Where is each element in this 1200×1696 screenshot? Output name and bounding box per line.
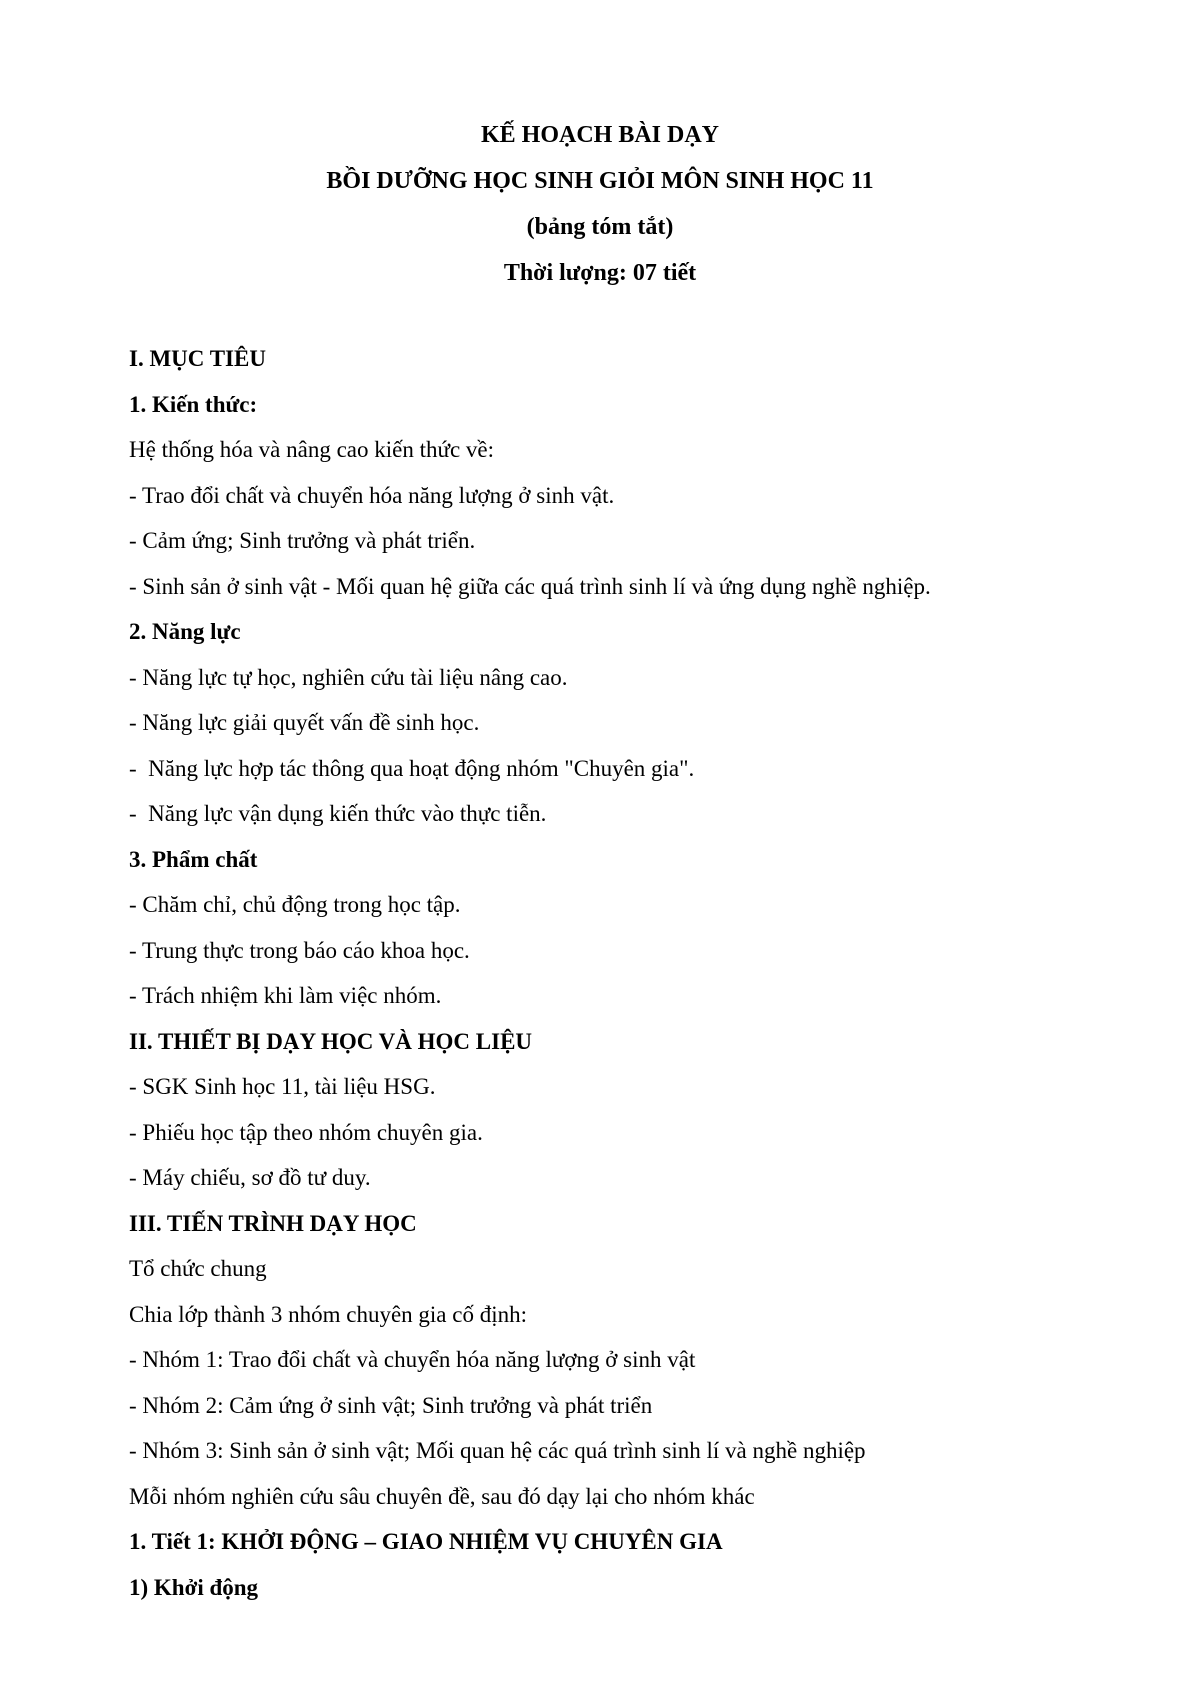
section-heading: III. TIẾN TRÌNH DẠY HỌC — [129, 1210, 417, 1236]
list-item: - Nhóm 2: Cảm ứng ở sinh vật; Sinh trưởng và phát triển — [129, 1392, 653, 1418]
list-item: - Trách nhiệm khi làm việc nhóm. — [129, 983, 442, 1008]
list-item: - Trung thực trong báo cáo khoa học. — [129, 937, 470, 963]
section-heading: II. THIẾT BỊ DẠY HỌC VÀ HỌC LIỆU — [129, 1028, 533, 1054]
subsection-heading: 2. Năng lực — [129, 619, 241, 644]
document-duration: Thời lượng: 07 tiết — [503, 260, 697, 286]
document-title: KẾ HOẠCH BÀI DẠY — [480, 122, 720, 148]
list-item: - Nhóm 1: Trao đổi chất và chuyển hóa năng lượng ở sinh vật — [129, 1347, 696, 1372]
subsection-heading: 1. Tiết 1: KHỞI ĐỘNG – GIAO NHIỆM VỤ CHUYÊN GIA — [129, 1529, 723, 1554]
document-body — [129, 336, 1089, 1610]
list-item: - Nhóm 3: Sinh sản ở sinh vật; Mối quan hệ các quá trình sinh lí và nghề nghiệp — [129, 1438, 866, 1463]
list-item: - Năng lực hợp tác thông qua hoạt động nhóm "Chuyên gia". — [129, 755, 695, 781]
document-note: (bảng tóm tắt) — [526, 214, 674, 240]
list-item: - Cảm ứng; Sinh trưởng và phát triển. — [129, 528, 476, 553]
list-item: - Chăm chỉ, chủ động trong học tập. — [129, 892, 461, 917]
paragraph: Chia lớp thành 3 nhóm chuyên gia cố định: — [129, 1301, 527, 1327]
subsection-heading: 3. Phẩm chất — [129, 846, 258, 872]
list-item: - Máy chiếu, sơ đồ tư duy. — [129, 1165, 371, 1190]
section-heading: I. MỤC TIÊU — [129, 346, 266, 371]
list-item: - Phiếu học tập theo nhóm chuyên gia. — [129, 1119, 483, 1145]
paragraph: Tổ chức chung — [129, 1256, 267, 1281]
list-item: - Trao đổi chất và chuyển hóa năng lượng ở sinh vật. — [129, 482, 615, 508]
subsection-heading: 1. Kiến thức: — [129, 391, 258, 417]
subsection-heading: 1) Khởi động — [129, 1574, 259, 1600]
paragraph: Mỗi nhóm nghiên cứu sâu chuyên đề, sau đó dạy lại cho nhóm khác — [129, 1483, 755, 1509]
list-item: - Năng lực vận dụng kiến thức vào thực tiễn. — [129, 801, 547, 826]
list-item: - SGK Sinh học 11, tài liệu HSG. — [129, 1074, 436, 1099]
document-header — [0, 112, 1200, 296]
document-subtitle: BỒI DƯỠNG HỌC SINH GIỎI MÔN SINH HỌC 11 — [326, 168, 874, 194]
list-item: - Năng lực giải quyết vấn đề sinh học. — [129, 710, 480, 735]
list-item: - Năng lực tự học, nghiên cứu tài liệu nâng cao. — [129, 664, 568, 690]
paragraph: Hệ thống hóa và nâng cao kiến thức về: — [129, 437, 495, 462]
list-item: - Sinh sản ở sinh vật - Mối quan hệ giữa các quá trình sinh lí và ứng dụng nghề nghiệp. — [129, 573, 931, 599]
